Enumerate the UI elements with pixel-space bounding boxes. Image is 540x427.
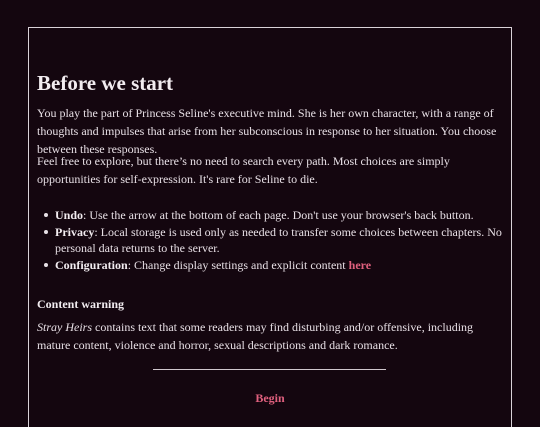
undo-label: Undo [55, 208, 84, 222]
configuration-label: Configuration [55, 257, 128, 272]
intro-paragraph: You play the part of Princess Seline's executive mind. She is her own character, with a range of thoughts and impulses that arise from her subconscious in response to her situation. You choose between these responses. [37, 106, 497, 156]
list-item-configuration [55, 257, 517, 274]
list-item-privacy [55, 224, 517, 257]
configuration-here-link[interactable]: here [348, 257, 372, 272]
configuration-text: : Change display settings and explicit content [127, 257, 349, 272]
content-warning-text: contains text that some readers may find disturbing and/or offensive, including mature content, violence and horror, sexual descriptions and dark romance. [37, 320, 474, 352]
content-warning-title: Content warning [37, 297, 125, 311]
privacy-text: : Local storage is used only as needed to transfer some choices between chapters. No personal data returns to the server. [55, 224, 502, 255]
list-item-undo [55, 207, 517, 224]
divider [153, 369, 386, 370]
privacy-label: Privacy [55, 224, 95, 239]
undo-text: : Use the arrow at the bottom of each page. Don't use your browser's back button. [83, 208, 474, 222]
game-title: Stray Heirs [37, 320, 92, 334]
info-list [37, 207, 517, 273]
explore-paragraph: Feel free to explore, but there’s no need to search every path. Most choices are simply opportunities for self-expression. It's rare for Seline to die. [37, 154, 450, 186]
content-warning-paragraph [37, 318, 497, 354]
page-title: Before we start [37, 71, 174, 95]
begin-button[interactable]: Begin [255, 391, 285, 405]
